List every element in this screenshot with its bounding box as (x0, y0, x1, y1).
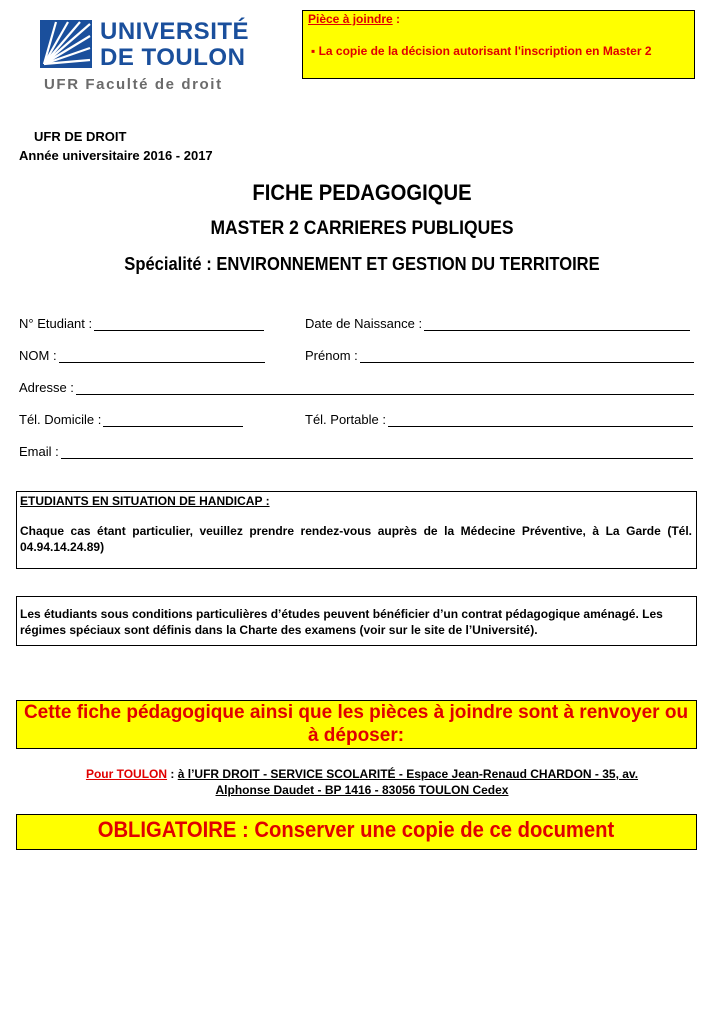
etudiant-line[interactable] (94, 319, 264, 331)
ufr-label: UFR DE DROIT (34, 129, 127, 144)
page-title: FICHE PEDAGOGIQUE (252, 180, 472, 205)
logo-ufr: UFR Faculté de droit (44, 76, 223, 93)
email-label: Email : (19, 444, 59, 459)
etudiant-label: N° Etudiant : (19, 316, 93, 331)
piece-heading: Pièce à joindre : (308, 12, 401, 26)
logo-university: UNIVERSITÉ (100, 18, 250, 45)
adresse-line[interactable] (76, 383, 694, 395)
toulon-address (0, 766, 724, 798)
prenom-line[interactable] (360, 351, 694, 363)
naissance-field[interactable] (305, 316, 690, 331)
handicap-body: Chaque cas étant particulier, veuillez prendre rendez-vous auprès de la Médecine Préventive, à La Garde (Tél. 04.94.14.24.89) (20, 524, 692, 554)
tel-portable-line[interactable] (388, 415, 693, 427)
toulon-line2: Alphonse Daudet - BP 1416 - 83056 TOULON Cedex (215, 783, 509, 797)
tel-domicile-field[interactable] (19, 412, 243, 427)
contrat-body: Les étudiants sous conditions particulières d’études peuvent bénéficier d’un contrat pédagogique aménagé. Les régimes spéciaux sont définis dans la Charte des examens (voir sur le site de l’Université). (20, 607, 663, 637)
specialite-label: Spécialité : ENVIRONNEMENT ET GESTION DU TERRITOIRE (124, 254, 600, 274)
sunburst-logo-icon (40, 20, 92, 68)
tel-portable-field[interactable] (305, 412, 693, 427)
email-field[interactable] (19, 444, 693, 459)
contrat-box (16, 596, 697, 646)
adresse-label: Adresse : (19, 380, 74, 395)
university-logo (40, 18, 252, 98)
page-subtitle: MASTER 2 CARRIERES PUBLIQUES (210, 218, 514, 239)
naissance-label: Date de Naissance : (305, 316, 423, 331)
prenom-field[interactable] (305, 348, 694, 363)
annee-label: Année universitaire 2016 - 2017 (19, 148, 213, 163)
tel-domicile-label: Tél. Domicile : (19, 412, 102, 427)
renvoyer-box (16, 700, 697, 749)
naissance-line[interactable] (424, 319, 690, 331)
piece-a-joindre-box (302, 10, 695, 79)
obligatoire-box (16, 814, 697, 850)
nom-line[interactable] (59, 351, 265, 363)
handicap-heading: ETUDIANTS EN SITUATION DE HANDICAP : (20, 494, 270, 508)
tel-domicile-line[interactable] (103, 415, 243, 427)
email-line[interactable] (61, 447, 693, 459)
adresse-field[interactable] (19, 380, 694, 395)
logo-de-toulon: DE TOULON (100, 44, 246, 71)
tel-portable-label: Tél. Portable : (305, 412, 386, 427)
prenom-label: Prénom : (305, 348, 358, 363)
nom-label: NOM : (19, 348, 57, 363)
obligatoire-text: OBLIGATOIRE : Conserver une copie de ce document (97, 817, 615, 842)
nom-field[interactable] (19, 348, 265, 363)
renvoyer-text: Cette fiche pédagogique ainsi que les pièces à joindre sont à renvoyer ou à déposer: (23, 702, 689, 746)
toulon-sep: : (167, 767, 178, 781)
etudiant-field[interactable] (19, 316, 264, 331)
toulon-line1: à l’UFR DROIT - SERVICE SCOLARITÉ - Espace Jean-Renaud CHARDON - 35, av. (177, 767, 639, 781)
handicap-box (16, 491, 697, 569)
piece-item: ▪ La copie de la décision autorisant l'inscription en Master 2 (311, 44, 652, 58)
toulon-label: Pour TOULON (85, 767, 168, 781)
